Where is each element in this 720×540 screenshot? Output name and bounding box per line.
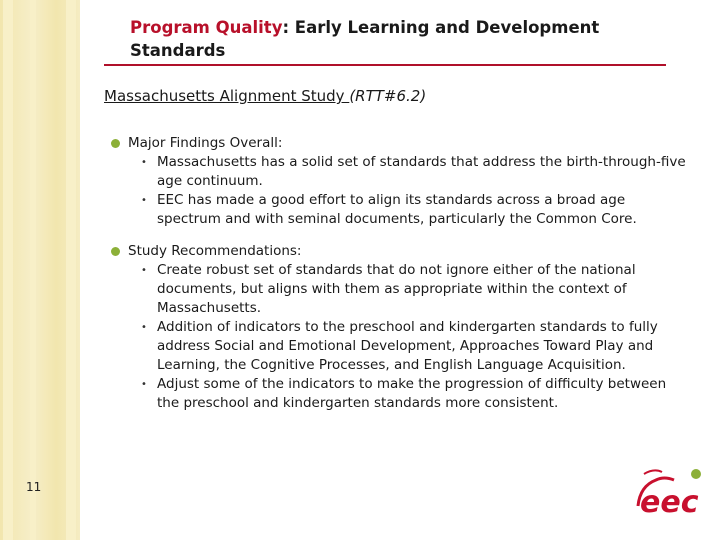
section-heading: Study Recommendations:: [128, 243, 302, 259]
sub-bullet-icon: •: [141, 265, 147, 276]
subtitle: [104, 86, 426, 106]
slide-title: [130, 16, 670, 62]
section-heading: Major Findings Overall:: [128, 135, 283, 151]
logo-text: eec: [640, 485, 699, 518]
list-item: • EEC has made a good effort to align its standards across a broad age spectrum and with seminal documents, particularly the Common Core.: [141, 192, 637, 227]
sub-bullet-icon: •: [141, 322, 147, 333]
bullet-icon: [111, 139, 120, 148]
slide-content: [110, 134, 690, 426]
title-rest: : Early Learning and Development Standards: [130, 18, 600, 60]
list-item: • Create robust set of standards that do not ignore either of the national documents, but aligns with them as appropriate within the context of Massachusetts.: [141, 262, 636, 316]
section-recommendations: [110, 242, 690, 413]
sub-bullet-icon: •: [141, 195, 147, 206]
subtitle-main: Massachusetts Alignment Study: [104, 87, 350, 105]
list-item: • Adjust some of the indicators to make the progression of difficulty between the preschool and kindergarten standards more consistent.: [141, 376, 667, 411]
sub-bullet-icon: •: [141, 379, 147, 390]
bullet-icon: [111, 247, 120, 256]
eec-logo: [634, 466, 712, 518]
title-divider: [104, 64, 666, 66]
page-number: 11: [26, 480, 42, 494]
section-findings: [110, 134, 690, 229]
subtitle-ref: (RTT#6.2): [349, 87, 427, 105]
decorative-sidebar: [0, 0, 80, 540]
list-item: • Addition of indicators to the preschool and kindergarten standards to fully address Social and Emotional Development, Approaches Toward Play and Learning, the Cognitive Processes, and English Language Acquisition.: [141, 319, 658, 373]
list-item: • Massachusetts has a solid set of standards that address the birth-through-five age continuum.: [141, 154, 686, 189]
title-highlight: Program Quality: [130, 18, 283, 37]
sub-bullet-icon: •: [141, 157, 147, 168]
